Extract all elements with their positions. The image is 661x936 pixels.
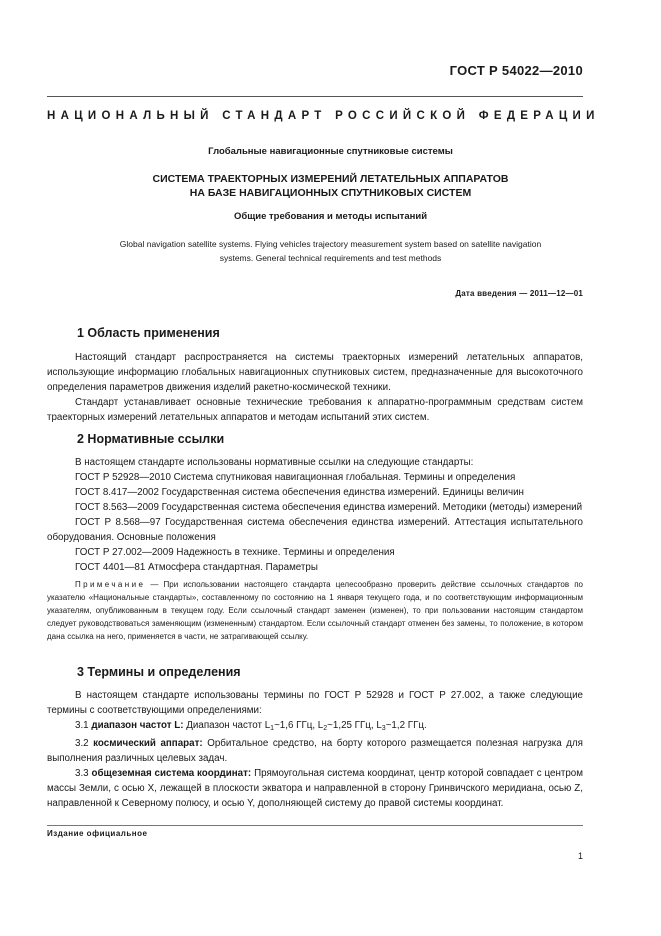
reference-item: ГОСТ Р 8.568—97 Государственная система обеспечения единства измерений. Аттестация испытательного оборудования. Основные положения [47,517,583,543]
section-2-intro-text: В настоящем стандарте использованы нормативные ссылки на следующие стандарты: [75,457,474,468]
reference-item: ГОСТ 4401—81 Атмосфера стандартная. Параметры [75,562,318,573]
section-2-intro [47,455,583,470]
section-1-paragraph-2: Стандарт устанавливает основные технические требования к аппаратно-программным средствам систем траекторных измерений летательных аппаратов и методам испытаний этих систем. [47,397,583,423]
reference-item: ГОСТ 8.563—2009 Государственная система обеспечения единства измерений. Методики (методы) измерений [75,502,583,513]
note-block [47,578,583,643]
page-number: 1 [577,851,583,861]
reference-item: ГОСТ Р 27.002—2009 Надежность в технике. Термины и определения [75,547,395,558]
section-1-paragraph-1: Настоящий стандарт распространяется на системы траекторных измерений летательных аппаратов, использующие информацию глобальных навигационных спутниковых систем, предназначенные для высокоточного определения параметров движения изделий ракетно-космической техники. [47,352,583,393]
definition-text: Диапазон частот L [186,720,271,731]
definition-text: ~1,2 ГГц. [385,720,427,731]
definition-3-3 [47,766,583,811]
definition-term: общеземная система координат: [91,768,252,779]
document-id: ГОСТ Р 54022—2010 [449,63,583,78]
english-title [47,237,614,265]
section-1-heading: 1 Область применения [77,326,220,340]
general-requirements-title: Общие требования и методы испытаний [233,211,428,222]
definition-text: Орбитальное средство, на борту которого размещается полезная нагрузка для выполнения различных целевых задач. [47,738,583,764]
reference-item: ГОСТ 8.417—2002 Государственная система обеспечения единства измерений. Единицы величин [75,487,524,498]
definition-number: 3.3 [75,768,89,779]
definition-number: 3.1 [75,720,89,731]
definition-text: ~1,25 ГГц, L [327,720,382,731]
top-divider [47,96,583,97]
english-title-line1: Global navigation satellite systems. Flying vehicles trajectory measurement system based on satellite navigation [119,239,542,249]
definition-3-2 [47,736,583,766]
main-title-line2: НА БАЗЕ НАВИГАЦИОННЫХ СПУТНИКОВЫХ СИСТЕМ [189,187,472,199]
main-title-line1: СИСТЕМА ТРАЕКТОРНЫХ ИЗМЕРЕНИЙ ЛЕТАТЕЛЬНЫХ АППАРАТОВ [152,173,509,185]
section-1-body [47,350,583,425]
national-standard-banner: НАЦИОНАЛЬНЫЙ СТАНДАРТ РОССИЙСКОЙ ФЕДЕРАЦИИ [47,110,600,122]
definition-term: космический аппарат: [93,738,203,749]
section-3-intro: В настоящем стандарте использованы термины по ГОСТ Р 52928 и ГОСТ Р 27.002, а также следующие термины с соответствующими определениями: [47,690,583,716]
section-3-body [47,688,583,811]
english-title-line2: systems. General technical requirements and test methods [219,253,442,263]
section-3-heading: 3 Термины и определения [77,665,241,679]
note-text: — При использовании настоящего стандарта целесообразно проверить действие ссылочных стандартов по указателю «Национальные стандарты», составленному по состоянию на 1 января текущего года, и по соответствующим информационным указателям, опубликованным в текущем году. Если ссылочный стандарт заменен (изменен), то при пользовании настоящим стандартом следует руководствоваться заменяющим (измененным) стандартом. Если ссылочный стандарт отменен без замены, то положение, в котором дана ссылка на него, применяется в части, не затрагивающей ссылку. [47,580,583,641]
section-2-heading: 2 Нормативные ссылки [77,432,225,446]
introduction-date: Дата введения — 2011—12—01 [455,289,583,298]
definition-term: диапазон частот L: [91,720,184,731]
reference-list [47,470,583,575]
note-label: Примечание [75,580,146,589]
definition-text: Прямоугольная система координат, центр которой совпадает с центром массы Земли, с осью X, лежащей в плоскости экватора и направленной в сторону Гринвичского меридиана, осью Z, направленной к Северному полюсу, и осью Y, дополняющей систему до правой системы координат. [47,768,583,809]
subtitle: Глобальные навигационные спутниковые системы [208,146,453,157]
subscript: 1 [270,725,275,732]
footer-divider [47,825,583,826]
edition-label: Издание официальное [47,829,148,838]
definition-3-1 [47,718,583,736]
definition-number: 3.2 [75,738,89,749]
main-title [47,172,614,200]
subscript: 2 [323,725,328,732]
subscript: 3 [381,725,386,732]
definition-text: ~1,6 ГГц, L [274,720,324,731]
reference-item: ГОСТ Р 52928—2010 Система спутниковая навигационная глобальная. Термины и определения [75,472,516,483]
